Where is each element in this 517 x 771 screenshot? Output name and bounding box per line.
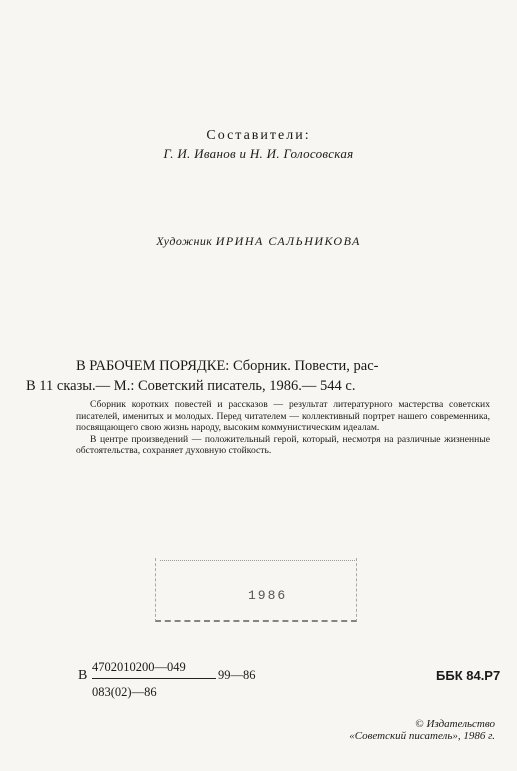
annotation-paragraph-1: Сборник коротких повестей и рассказов — результат литературного мастерства советских писателей, именитых и молодых. Перед читателем — коллективный портрет нашего современника, посвящающего свою жизнь народу, высоким коммунистическим идеалам.	[76, 399, 490, 434]
artist-name: ИРИНА САЛЬНИКОВА	[215, 234, 361, 248]
bbk-code: ББК 84.Р7	[436, 668, 501, 683]
annotation	[76, 399, 490, 457]
artist-prefix: Художник	[156, 234, 213, 248]
copyright-line-2: «Советский писатель», 1986 г.	[349, 730, 495, 742]
annotation-paragraph-2: В центре произведений — положительный герой, который, несмотря на различные жизненные обстоятельства, сохраняет духовную стойкость.	[76, 433, 490, 457]
index-denominator: 083(02)—86	[92, 685, 157, 699]
index-letter: В	[78, 668, 88, 683]
artist-credit	[0, 234, 517, 249]
index-numerator: 4702010200—049	[92, 660, 186, 674]
library-stamp-text: 1986	[248, 588, 288, 603]
copyright-publisher: Издательство	[426, 718, 495, 730]
compilers-label: Составители:	[206, 128, 311, 143]
library-stamp-top	[160, 560, 355, 571]
copyright-line-1	[415, 718, 495, 730]
fraction-line	[92, 678, 216, 679]
compilers-names: Г. И. Иванов и Н. И. Голосовская	[163, 146, 354, 161]
citation-line-2: В 11 сказы.— М.: Советский писатель, 1986.— 544 с.	[26, 378, 356, 394]
copyright-icon: ©	[415, 718, 424, 730]
index-tail: 99—86	[218, 668, 256, 682]
citation-line-1: В РАБОЧЕМ ПОРЯДКЕ: Сборник. Повести, рас-	[76, 358, 379, 374]
